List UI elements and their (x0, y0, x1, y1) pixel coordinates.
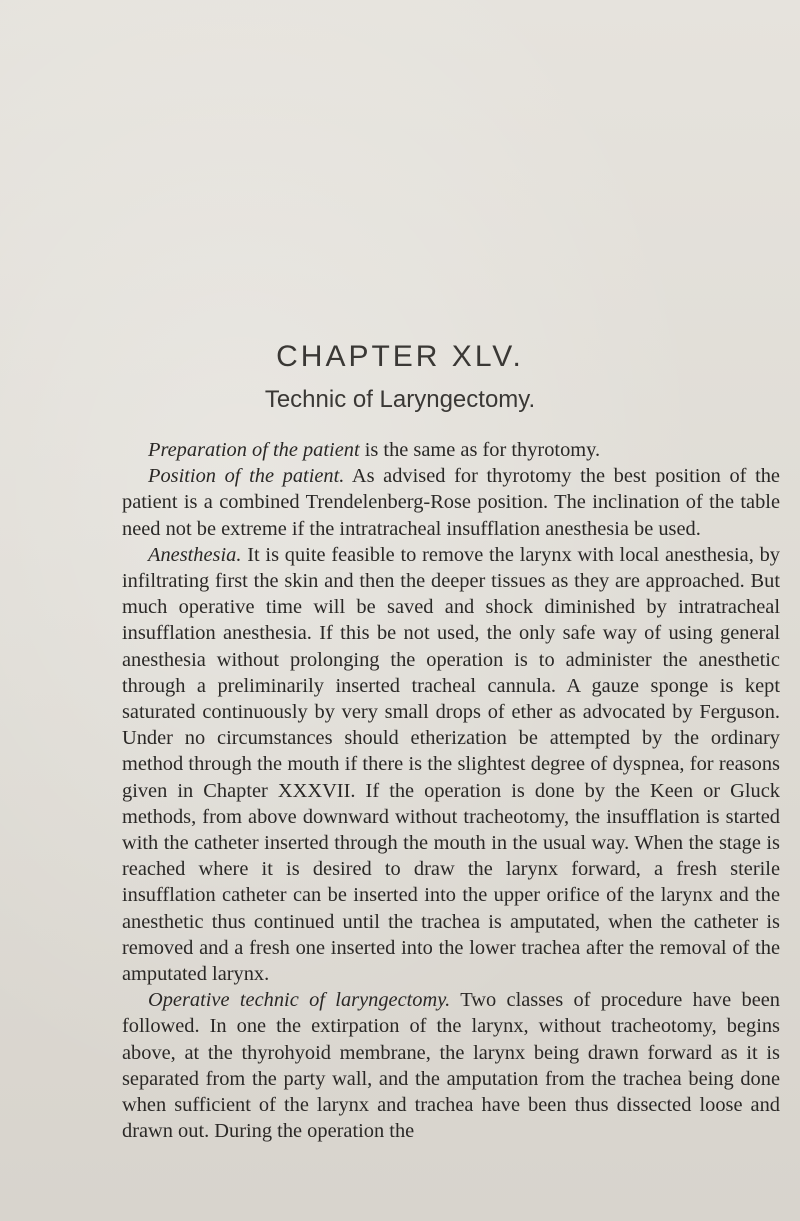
paragraph-text: It is quite feasible to remove the larynx with local anesthesia, by infiltrating first the skin and then the deeper tissues as they are approached. But much operative time will be saved and shock diminished by intratracheal insufflation anesthesia. If this be not used, the only safe way of using general anesthesia without prolonging the operation is to administer the anesthetic through a preliminarily inserted tracheal cannula. A gauze sponge is kept saturated continuously by very small drops of ether as advocated by Ferguson. Under no circumstances should etherization be attempted by the ordinary method through the mouth if there is the slightest degree of dyspnea, for reasons given in Chapter XXXVII. If the operation is done by the Keen or Gluck methods, from above downward without tracheotomy, the insufflation is started with the catheter inserted through the mouth in the usual way. When the stage is reached where it is desired to draw the larynx forward, a fresh sterile insufflation catheter can be inserted into the upper orifice of the larynx and the anesthetic thus continued until the trachea is amputated, when the catheter is removed and a fresh one inserted into the lower trachea after the removal of the amputated larynx. (122, 543, 780, 986)
paragraph-lead: Preparation of the patient (148, 439, 360, 461)
paragraph-text: As advised for thyrotomy the best position of the patient is a combined Trendelenberg-Rose position. The inclination of the table need not be extreme if the intratracheal insufflation anesthesia be used. (122, 465, 780, 540)
paragraph-lead: Operative technic of laryngectomy. (148, 989, 451, 1012)
paragraph-operative-technic (122, 987, 780, 1144)
paragraph-text: is the same as for thyrotomy. (359, 439, 601, 461)
paragraph-text: Two classes of procedure have been followed. In one the extirpation of the larynx, without tracheotomy, begins above, at the thyrohyoid membrane, the larynx being drawn forward as it is separated from the party wall, and the amputation from the trachea being done when sufficient of the larynx and trachea have been thus dissected loose and drawn out. During the operation the (122, 989, 780, 1143)
paragraph-anesthesia (122, 542, 780, 987)
paragraph-lead: Anesthesia. (148, 543, 242, 566)
paragraph-preparation (122, 437, 780, 463)
paragraph-lead: Position of the patient. (148, 465, 345, 488)
chapter-heading: CHAPTER XLV. (276, 340, 524, 373)
chapter-body (122, 437, 780, 1144)
chapter-subtitle: Technic of Laryngectomy. (264, 386, 536, 413)
paragraph-position (122, 463, 780, 542)
